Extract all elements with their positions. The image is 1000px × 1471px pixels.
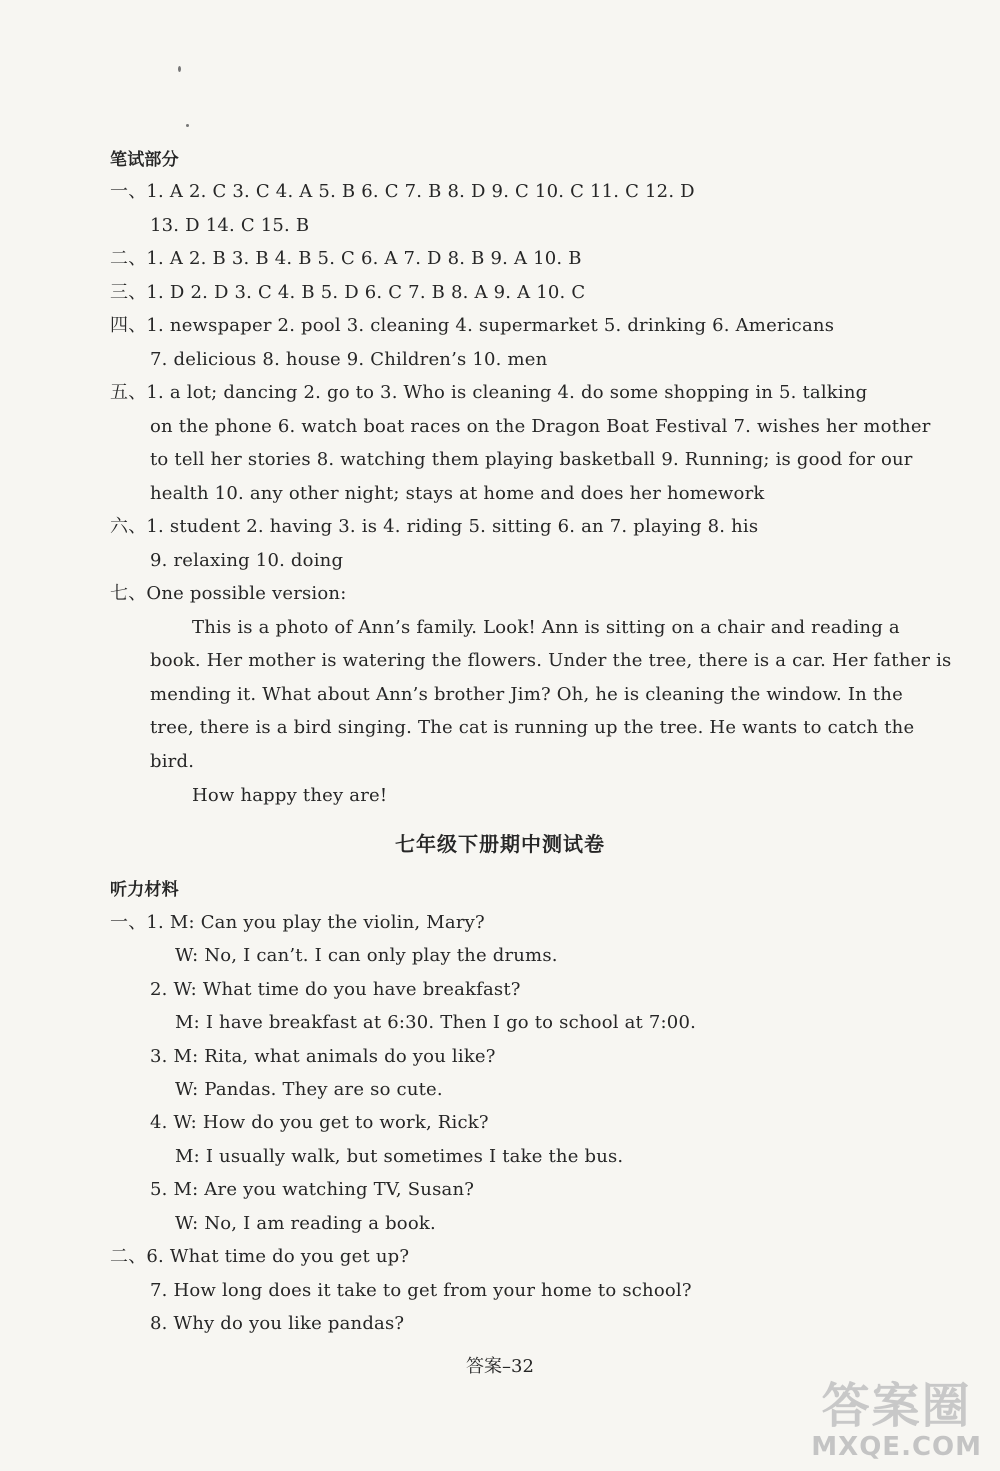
- answer-line: 9. relaxing 10. doing: [150, 550, 344, 571]
- dialogue-line: 2. W: What time do you have breakfast?: [150, 979, 521, 1000]
- essay-line: bird.: [150, 751, 195, 772]
- dialogue-line: W: Pandas. They are so cute.: [175, 1079, 443, 1100]
- essay-line: tree, there is a bird singing. The cat is running up the tree. He wants to catch the: [150, 717, 915, 738]
- essay-line: book. Her mother is watering the flowers. Under the tree, there is a car. Her father is: [150, 650, 952, 671]
- question-line: 8. Why do you like pandas?: [150, 1313, 405, 1334]
- essay-line: How happy they are!: [192, 785, 388, 806]
- essay-line: This is a photo of Ann’s family. Look! Ann is sitting on a chair and reading a: [192, 617, 900, 638]
- dialogue-line: W: No, I can’t. I can only play the drums.: [175, 945, 558, 966]
- written-heading: 笔试部分: [110, 150, 179, 170]
- answer-line: to tell her stories 8. watching them playing basketball 9. Running; is good for our: [150, 449, 913, 470]
- question-line: 7. How long does it take to get from your home to school?: [150, 1280, 692, 1301]
- answer-line: 五、1. a lot; dancing 2. go to 3. Who is cleaning 4. do some shopping in 5. talking: [110, 382, 868, 403]
- section-title: 七年级下册期中测试卷: [395, 832, 605, 856]
- answer-line: 13. D 14. C 15. B: [150, 215, 310, 236]
- answer-line: health 10. any other night; stays at home and does her homework: [150, 483, 765, 504]
- dialogue-line: M: I have breakfast at 6:30. Then I go to school at 7:00.: [175, 1012, 697, 1033]
- scan-speck: [186, 124, 189, 127]
- answer-line: 7. delicious 8. house 9. Children’s 10. men: [150, 349, 548, 370]
- dialogue-line: M: I usually walk, but sometimes I take the bus.: [175, 1146, 624, 1167]
- watermark-url: MXQE.COM: [811, 1432, 982, 1462]
- answer-line: 一、1. A 2. C 3. C 4. A 5. B 6. C 7. B 8. D 9. C 10. C 11. C 12. D: [110, 181, 695, 202]
- answer-line: 二、1. A 2. B 3. B 4. B 5. C 6. A 7. D 8. B 9. A 10. B: [110, 248, 582, 269]
- answer-line: 七、One possible version:: [110, 583, 347, 604]
- watermark: [811, 1380, 982, 1462]
- answer-line: on the phone 6. watch boat races on the Dragon Boat Festival 7. wishes her mother: [150, 416, 931, 437]
- listening-heading: 听力材料: [110, 880, 179, 900]
- dialogue-line: W: No, I am reading a book.: [175, 1213, 436, 1234]
- essay-line: mending it. What about Ann’s brother Jim? Oh, he is cleaning the window. In the: [150, 684, 903, 705]
- question-line: 二、6. What time do you get up?: [110, 1246, 410, 1267]
- answer-line: 六、1. student 2. having 3. is 4. riding 5. sitting 6. an 7. playing 8. his: [110, 516, 759, 537]
- answer-line: 三、1. D 2. D 3. C 4. B 5. D 6. C 7. B 8. A 9. A 10. C: [110, 282, 586, 303]
- answer-line: 四、1. newspaper 2. pool 3. cleaning 4. supermarket 5. drinking 6. Americans: [110, 315, 835, 336]
- scan-speck: [178, 66, 181, 72]
- dialogue-line: 一、1. M: Can you play the violin, Mary?: [110, 912, 485, 933]
- dialogue-line: 3. M: Rita, what animals do you like?: [150, 1046, 496, 1067]
- dialogue-line: 4. W: How do you get to work, Rick?: [150, 1112, 489, 1133]
- page-number: 答案–32: [466, 1356, 534, 1377]
- watermark-logo: 答案圈: [821, 1378, 972, 1434]
- dialogue-line: 5. M: Are you watching TV, Susan?: [150, 1179, 475, 1200]
